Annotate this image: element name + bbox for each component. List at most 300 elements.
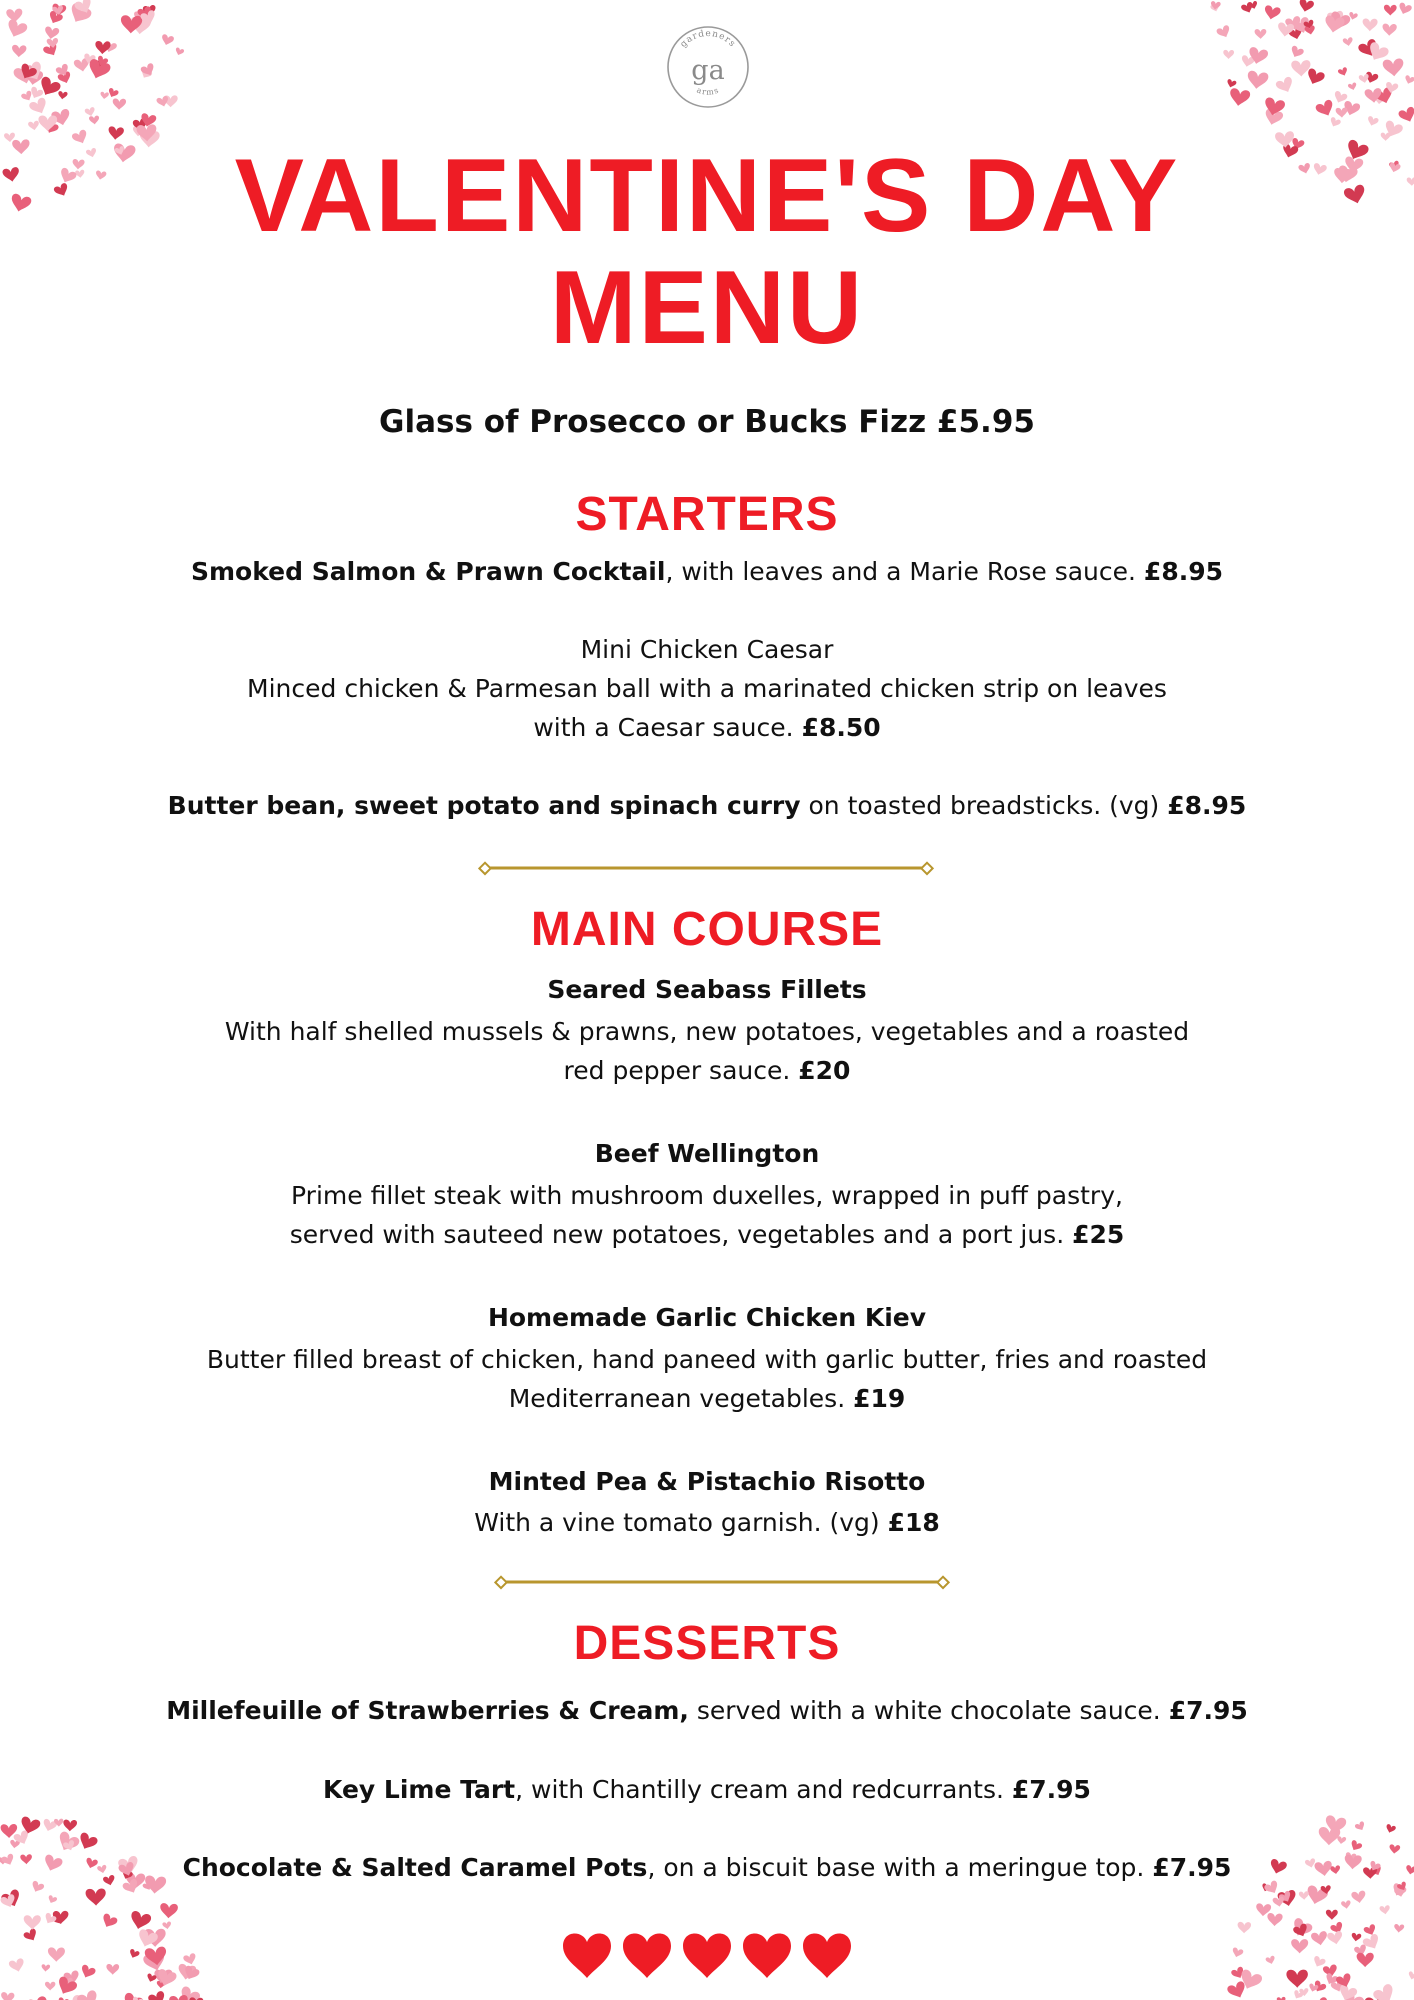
confetti-heart (1247, 46, 1269, 66)
confetti-heart (1278, 1890, 1293, 1904)
confetti-heart (1329, 18, 1341, 29)
confetti-heart (51, 3, 67, 17)
confetti-heart (52, 1914, 65, 1927)
confetti-heart (73, 0, 94, 16)
confetti-heart (1364, 88, 1382, 104)
confetti-heart (85, 1888, 106, 1906)
confetti-heart (20, 90, 34, 103)
item-description: , with Chantilly cream and redcurrants. (515, 1775, 1012, 1804)
confetti-heart (1299, 1988, 1309, 1997)
gold-divider (478, 860, 936, 876)
confetti-heart (146, 1973, 157, 1983)
confetti-heart (1291, 60, 1311, 77)
confetti-heart (1362, 1933, 1383, 1952)
confetti-heart (42, 42, 60, 59)
confetti-heart (1341, 1900, 1352, 1909)
confetti-heart (18, 1816, 41, 1837)
logo-initials: ga (691, 55, 725, 86)
confetti-heart (79, 1964, 97, 1980)
confetti-heart (1362, 18, 1377, 31)
confetti-heart (154, 1970, 172, 1985)
svg-text:arms (695, 85, 720, 96)
menu-item-chicken-caesar-desc (120, 669, 1294, 709)
confetti-heart (1323, 15, 1345, 34)
item-name: Homemade Garlic Chicken Kiev (487, 1303, 927, 1332)
confetti-heart (1344, 1852, 1356, 1863)
confetti-heart (132, 117, 149, 132)
confetti-heart (86, 58, 112, 82)
item-name: Minted Pea & Pistachio Risotto (488, 1467, 926, 1496)
item-description: red pepper sauce. (563, 1056, 799, 1085)
confetti-heart (89, 115, 100, 125)
confetti-heart (1385, 82, 1399, 95)
confetti-heart (1285, 15, 1303, 31)
confetti-heart (25, 1995, 50, 2000)
confetti-heart (41, 1964, 50, 1972)
confetti-heart (53, 1911, 69, 1924)
menu-item-key-lime-tart (120, 1770, 1294, 1810)
section-heading-desserts: DESSERTS (573, 1617, 841, 1670)
confetti-heart (1327, 1930, 1344, 1945)
confetti-heart (1237, 1922, 1251, 1934)
item-name: Butter bean, sweet potato and spinach curry (167, 791, 801, 820)
confetti-heart (1298, 0, 1315, 13)
confetti-heart (174, 47, 184, 57)
confetti-heart (93, 60, 105, 71)
confetti-heart (1396, 1881, 1408, 1892)
confetti-heart (1363, 1867, 1377, 1879)
confetti-heart (43, 120, 59, 135)
item-description: Butter filled breast of chicken, hand paneed with garlic butter, fries and roasted (206, 1345, 1208, 1374)
confetti-heart (1382, 120, 1404, 140)
menu-item-beef-wellington-name (120, 1134, 1294, 1174)
confetti-heart (1277, 1889, 1298, 1907)
confetti-heart (160, 34, 174, 47)
confetti-heart (1328, 10, 1352, 32)
confetti-heart (60, 1977, 76, 1992)
confetti-heart (54, 1819, 64, 1827)
confetti-heart (1394, 1887, 1407, 1898)
confetti-heart (13, 64, 37, 85)
confetti-heart (1228, 88, 1251, 108)
menu-item-millefeuille (120, 1691, 1294, 1731)
confetti-heart (1349, 1839, 1363, 1852)
confetti-heart (1286, 1970, 1308, 1988)
confetti-heart (100, 1913, 119, 1931)
confetti-heart (47, 1895, 58, 1905)
confetti-heart (83, 53, 96, 65)
menu-item-beef-wellington-desc-2 (120, 1215, 1294, 1255)
confetti-heart (1248, 1, 1259, 11)
confetti-heart (1305, 1858, 1317, 1869)
confetti-heart (1397, 2, 1412, 16)
confetti-heart (1379, 1905, 1390, 1915)
confetti-heart (1292, 1990, 1304, 2000)
confetti-heart (112, 98, 126, 110)
confetti-heart (46, 38, 58, 49)
confetti-heart (28, 97, 50, 117)
confetti-heart (13, 1830, 32, 1847)
item-name: Millefeuille of Strawberries & Cream, (166, 1696, 689, 1725)
confetti-heart (43, 1912, 58, 1926)
red-hearts-row (561, 1928, 853, 1980)
confetti-heart (1291, 1939, 1308, 1953)
menu-item-butter-bean-curry (120, 786, 1294, 826)
confetti-heart (1230, 1966, 1246, 1981)
confetti-heart (1226, 79, 1237, 89)
confetti-heart (24, 69, 44, 87)
confetti-heart (1342, 100, 1361, 117)
item-description: With half shelled mussels & prawns, new potatoes, vegetables and a roasted (224, 1017, 1190, 1046)
confetti-heart (1330, 1865, 1341, 1875)
confetti-heart (155, 1968, 177, 1988)
confetti-heart (1291, 16, 1312, 36)
item-description: With a vine tomato garnish. (vg) (474, 1508, 888, 1537)
confetti-heart (55, 1830, 81, 1855)
confetti-heart (62, 1994, 86, 2000)
item-description: with a Caesar sauce. (533, 713, 802, 742)
confetti-heart (1366, 116, 1379, 128)
confetti-heart (137, 6, 154, 21)
confetti-heart (21, 60, 46, 84)
gardeners-arms-logo (663, 22, 753, 112)
confetti-heart (95, 41, 111, 55)
menu-item-chicken-kiev-desc-2 (120, 1379, 1294, 1419)
confetti-heart (57, 71, 73, 85)
menu-item-seabass-name (120, 970, 1294, 1010)
heart-icon (563, 1933, 611, 1978)
confetti-heart (1337, 67, 1349, 78)
confetti-heart (55, 63, 71, 78)
confetti-heart (1365, 41, 1390, 64)
confetti-heart (66, 2, 93, 27)
confetti-heart (1305, 1885, 1329, 1907)
item-description: served with a white chocolate sauce. (688, 1696, 1169, 1725)
confetti-heart (1340, 1990, 1366, 2000)
confetti-heart (128, 1910, 152, 1931)
confetti-heart (63, 1820, 77, 1832)
confetti-heart (1312, 1980, 1327, 1995)
confetti-heart (1240, 55, 1255, 68)
confetti-heart (1390, 1882, 1407, 1898)
confetti-heart (1344, 1854, 1362, 1870)
confetti-heart (1310, 1996, 1330, 2000)
confetti-heart (1328, 117, 1341, 129)
confetti-heart (1231, 1947, 1244, 1959)
confetti-heart (1, 1824, 18, 1838)
confetti-heart (28, 120, 40, 131)
item-name: Beef Wellington (594, 1139, 820, 1168)
confetti-heart (147, 1990, 167, 2000)
confetti-heart (6, 8, 23, 22)
item-price: £7.95 (1152, 1853, 1232, 1882)
confetti-heart (140, 9, 158, 26)
confetti-heart (0, 1992, 14, 2000)
confetti-heart (30, 1880, 45, 1894)
confetti-heart (1405, 1865, 1414, 1876)
confetti-heart (84, 107, 96, 118)
confetti-heart (12, 45, 27, 58)
item-price: £8.95 (1143, 557, 1223, 586)
confetti-heart (1382, 58, 1404, 77)
confetti-heart (1372, 1983, 1398, 2000)
confetti-heart (1320, 1885, 1331, 1895)
confetti-heart (136, 1928, 159, 1949)
heart-icon (743, 1933, 791, 1978)
confetti-heart (1272, 1896, 1285, 1907)
confetti-heart (1318, 1827, 1340, 1846)
item-description: Minced chicken & Parmesan ball with a marinated chicken strip on leaves (247, 674, 1167, 703)
confetti-heart (1324, 1972, 1339, 1986)
item-name: Seared Seabass Fillets (547, 975, 867, 1004)
confetti-heart (63, 1970, 81, 1986)
confetti-heart (1373, 94, 1386, 105)
confetti-heart (1255, 29, 1267, 39)
confetti-heart (1299, 1891, 1309, 1900)
confetti-heart (1277, 22, 1295, 38)
confetti-heart (1389, 1844, 1401, 1854)
confetti-heart (1370, 1864, 1384, 1877)
menu-item-salmon-prawn-cocktail (120, 552, 1294, 592)
confetti-heart (1311, 1955, 1326, 1969)
confetti-heart (1240, 1, 1255, 14)
confetti-heart (1255, 1903, 1271, 1917)
item-price: £18 (887, 1508, 940, 1537)
logo-top-text: gardeners (678, 28, 738, 50)
confetti-heart (130, 16, 152, 35)
menu-item-chicken-caesar-name (120, 630, 1294, 670)
confetti-heart (1263, 5, 1281, 21)
section-heading-main-course: MAIN COURSE (530, 903, 884, 956)
item-name: Chocolate & Salted Caramel Pots (182, 1853, 648, 1882)
confetti-heart (1263, 97, 1286, 118)
confetti-heart (1289, 45, 1305, 60)
confetti-heart (1303, 19, 1315, 30)
item-price: £25 (1072, 1220, 1125, 1249)
item-name: Key Lime Tart (323, 1775, 516, 1804)
menu-item-risotto-desc (120, 1503, 1294, 1543)
confetti-heart (1223, 50, 1234, 59)
confetti-heart (1305, 67, 1326, 87)
section-heading-starters: STARTERS (575, 488, 839, 541)
confetti-heart (131, 1996, 144, 2000)
logo-bottom-text: arms (695, 85, 721, 97)
confetti-heart (1292, 1923, 1309, 1939)
confetti-heart (143, 5, 157, 17)
confetti-heart (38, 115, 57, 131)
confetti-heart (1357, 1953, 1374, 1967)
menu-item-seabass-desc-2 (120, 1051, 1294, 1091)
confetti-heart (1385, 1824, 1396, 1835)
confetti-heart (107, 87, 119, 99)
item-description: Prime fillet steak with mushroom duxelles, wrapped in puff pastry, (291, 1181, 1123, 1210)
confetti-heart (1216, 24, 1232, 39)
confetti-heart (1210, 1, 1221, 10)
confetti-heart (1265, 1955, 1276, 1965)
confetti-heart (106, 1964, 119, 1975)
item-description: , with leaves and a Marie Rose sauce. (665, 557, 1144, 586)
confetti-heart (156, 1981, 165, 1989)
confetti-heart (95, 55, 108, 68)
confetti-heart (1311, 1931, 1329, 1947)
confetti-heart (156, 95, 170, 108)
confetti-heart (20, 1854, 32, 1864)
confetti-heart (0, 1893, 17, 1909)
gold-divider (494, 1574, 952, 1590)
confetti-heart (1337, 1981, 1348, 1990)
confetti-heart (24, 1915, 41, 1929)
confetti-heart (1382, 23, 1397, 36)
confetti-heart (76, 1989, 101, 2000)
heart-icon (803, 1933, 851, 1978)
confetti-heart (1267, 1913, 1283, 1927)
heart-icon (683, 1933, 731, 1978)
confetti-heart (45, 1982, 56, 1991)
confetti-heart (1288, 27, 1304, 41)
confetti-heart (1335, 1973, 1353, 1990)
menu-item-chocolate-caramel-pots (120, 1848, 1294, 1888)
confetti-heart (103, 40, 118, 54)
confetti-heart (182, 1965, 200, 1982)
confetti-heart (140, 62, 157, 78)
confetti-heart (1289, 1917, 1314, 1940)
confetti-heart (42, 1854, 64, 1874)
item-price: £8.95 (1167, 791, 1247, 820)
confetti-heart (62, 1839, 76, 1852)
confetti-heart (47, 10, 64, 26)
item-price: £20 (798, 1056, 851, 1085)
confetti-heart (1263, 108, 1284, 127)
confetti-heart (132, 126, 144, 137)
confetti-heart (1, 1853, 16, 1867)
confetti-heart (1246, 70, 1269, 90)
confetti-heart (1237, 1968, 1263, 1992)
confetti-heart (1353, 1944, 1368, 1957)
confetti-heart (58, 91, 68, 100)
item-name: Mini Chicken Caesar (580, 635, 834, 664)
confetti-heart (164, 95, 178, 107)
confetti-heart (1348, 12, 1358, 21)
confetti-heart (1394, 1924, 1405, 1933)
confetti-heart (54, 1975, 78, 1997)
confetti-heart (1330, 1980, 1345, 1994)
confetti-heart (140, 113, 157, 128)
confetti-heart (1336, 107, 1348, 118)
confetti-heart (76, 1831, 99, 1852)
confetti-heart (120, 1992, 145, 2000)
confetti-heart (51, 108, 72, 127)
item-description: Mediterranean vegetables. (508, 1384, 854, 1413)
confetti-heart (183, 1953, 198, 1967)
confetti-heart (85, 1857, 99, 1870)
item-price: £7.95 (1168, 1696, 1248, 1725)
confetti-heart (1330, 1921, 1346, 1936)
heart-icon (623, 1933, 671, 1978)
confetti-heart (44, 26, 60, 40)
confetti-heart (1332, 90, 1348, 105)
confetti-heart (177, 1963, 197, 1981)
confetti-heart (1210, 3, 1220, 13)
confetti-heart (103, 1874, 117, 1886)
confetti-heart (1226, 1980, 1248, 2000)
confetti-heart (36, 75, 62, 99)
confetti-heart (134, 11, 146, 21)
confetti-heart (107, 126, 124, 141)
confetti-heart (1374, 86, 1395, 105)
confetti-heart (100, 92, 109, 100)
menu-item-risotto-name (120, 1462, 1294, 1502)
menu-item-chicken-kiev-desc (120, 1340, 1294, 1380)
confetti-heart (177, 1985, 202, 2000)
menu-item-chicken-kiev-name (120, 1298, 1294, 1338)
confetti-heart (1363, 1924, 1378, 1938)
confetti-heart (1342, 37, 1353, 47)
confetti-heart (1404, 75, 1414, 86)
confetti-heart (48, 1947, 65, 1962)
item-description: on toasted breadsticks. (vg) (800, 791, 1168, 820)
confetti-heart (1354, 1821, 1366, 1833)
confetti-heart (8, 1958, 26, 1974)
confetti-heart (169, 1995, 189, 2000)
item-price: £7.95 (1011, 1775, 1091, 1804)
confetti-heart (97, 1864, 108, 1874)
confetti-heart (144, 1929, 166, 1948)
item-description: served with sauteed new potatoes, vegetables and a port jus. (289, 1220, 1073, 1249)
menu-title-line-1: VALENTINE'S DAY (234, 138, 1180, 254)
confetti-heart (1357, 38, 1380, 60)
confetti-heart (1351, 1933, 1362, 1942)
confetti-heart (17, 63, 38, 83)
menu-item-chicken-caesar-desc-2 (120, 708, 1294, 748)
confetti-heart (120, 15, 142, 34)
confetti-heart (1337, 1983, 1359, 2000)
confetti-heart (1322, 1964, 1338, 1978)
confetti-heart (1384, 5, 1397, 16)
confetti-heart (23, 1928, 40, 1944)
confetti-heart (139, 67, 153, 80)
confetti-heart (1308, 1983, 1319, 1993)
confetti-heart (1327, 10, 1345, 26)
confetti-heart (1315, 99, 1337, 119)
menu-item-seabass-desc (120, 1012, 1294, 1052)
confetti-heart (9, 1840, 20, 1849)
confetti-heart (1364, 71, 1379, 85)
confetti-heart (1407, 1971, 1414, 1981)
confetti-heart (128, 1948, 140, 1959)
confetti-heart (73, 58, 90, 73)
confetti-heart (52, 5, 64, 16)
confetti-heart (1358, 74, 1369, 84)
confetti-heart (142, 1950, 167, 1973)
confetti-heart (144, 1946, 168, 1967)
item-price: £19 (853, 1384, 906, 1413)
confetti-heart (160, 1903, 179, 1919)
confetti-heart (0, 1857, 7, 1865)
confetti-heart (42, 84, 53, 93)
drinks-offer: Glass of Prosecco or Bucks Fizz £5.95 (379, 404, 1035, 440)
confetti-heart (28, 86, 44, 101)
confetti-heart (1351, 1890, 1367, 1904)
confetti-heart (0, 1888, 23, 1910)
item-price: £8.50 (801, 713, 881, 742)
confetti-heart (162, 1921, 172, 1930)
confetti-heart (1314, 1860, 1333, 1877)
confetti-heart (1337, 1836, 1347, 1845)
confetti-heart (41, 1818, 57, 1833)
confetti-heart (1368, 1860, 1381, 1873)
item-description: , on a biscuit base with a meringue top. (647, 1853, 1153, 1882)
confetti-heart (1304, 25, 1316, 36)
